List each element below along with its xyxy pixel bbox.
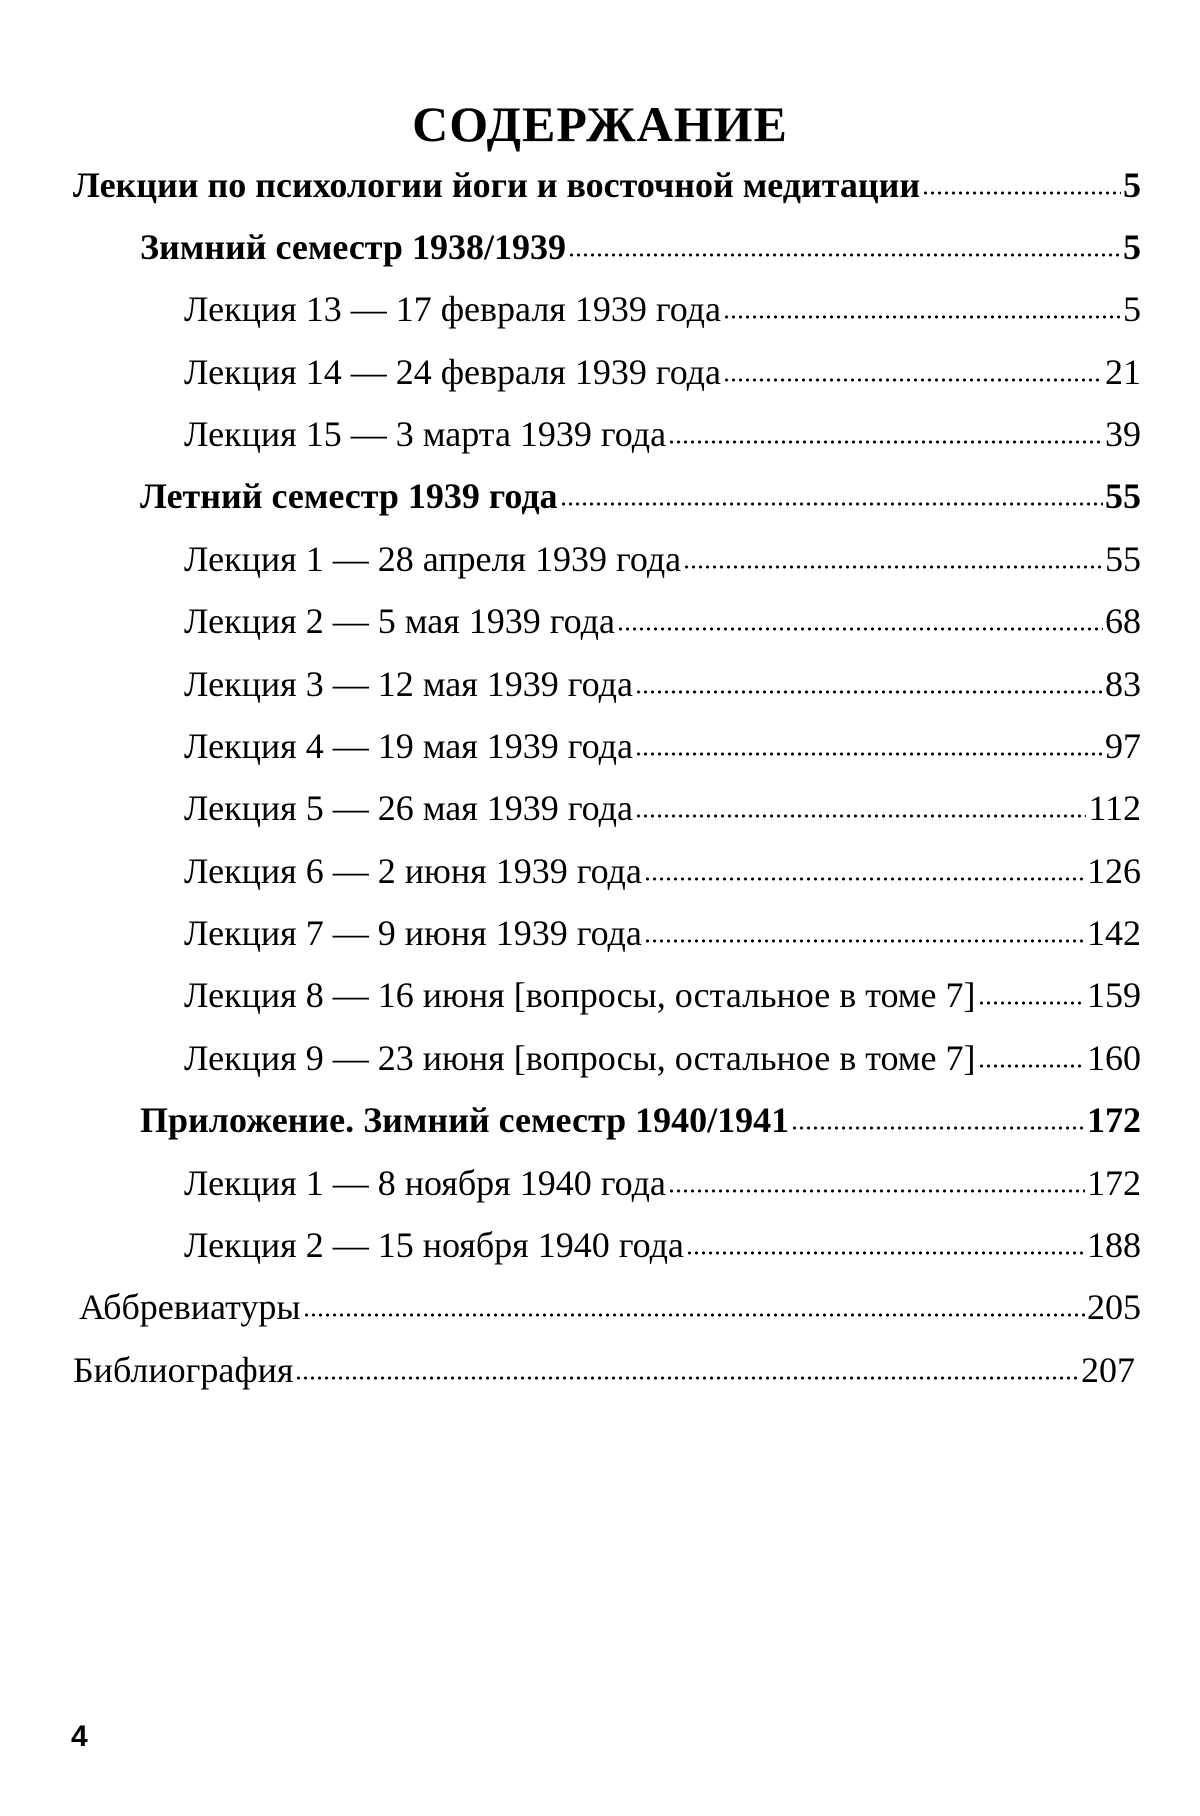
toc-entry-page: 55	[1105, 539, 1141, 579]
toc-entry-page: 5	[1123, 289, 1141, 329]
dot-leader	[617, 626, 1103, 632]
toc-entry-label: Лекция 15 — 3 марта 1939 года	[184, 414, 667, 454]
toc-entry-label: Лекция 6 — 2 июня 1939 года	[184, 851, 642, 891]
toc-entry-page: 5	[1123, 227, 1141, 267]
toc-entry	[184, 1036, 1141, 1080]
toc-entry	[184, 911, 1141, 955]
toc-entry	[184, 287, 1141, 331]
toc-entry-label: Приложение. Зимний семестр 1940/1941	[140, 1100, 790, 1140]
dot-leader	[686, 1250, 1085, 1256]
page-title: СОДЕРЖАНИЕ	[412, 95, 788, 152]
dot-leader	[644, 938, 1085, 944]
dot-leader	[723, 377, 1103, 383]
toc-entry	[184, 1161, 1141, 1205]
toc-entry-page: 97	[1105, 726, 1141, 766]
toc-entry-page: 55	[1105, 476, 1141, 516]
toc-entry	[184, 350, 1141, 394]
toc-entry-page: 172	[1087, 1100, 1141, 1140]
toc-entry-page: 142	[1087, 913, 1141, 953]
toc-entry-page: 205	[1087, 1287, 1141, 1327]
toc-entry-label: Лекции по психологии йоги и восточной медитации	[73, 165, 921, 205]
toc-entry-label: Лекция 2 — 15 ноября 1940 года	[184, 1225, 684, 1265]
toc-entry-label: Аббревиатуры	[79, 1287, 301, 1327]
toc-entry	[140, 225, 1141, 269]
toc-entry	[184, 724, 1141, 768]
toc-entry-label: Лекция 2 — 5 мая 1939 года	[184, 601, 615, 641]
dot-leader	[668, 439, 1103, 445]
toc-entry	[184, 599, 1141, 643]
toc-entry	[184, 1223, 1141, 1267]
toc-entry	[73, 1348, 1135, 1392]
dot-leader	[978, 1000, 1085, 1006]
toc-entry-label: Лекция 9 — 23 июня [вопросы, остальное в томе 7]	[184, 1038, 976, 1078]
toc-entry-label: Лекция 7 — 9 июня 1939 года	[184, 913, 642, 953]
toc-entry-label: Лекция 1 — 8 ноября 1940 года	[184, 1163, 666, 1203]
dot-leader	[560, 501, 1103, 507]
toc-entry-page: 188	[1087, 1225, 1141, 1265]
toc-entry	[184, 849, 1141, 893]
toc-entry-page: 172	[1087, 1163, 1141, 1203]
toc-entry	[184, 786, 1141, 830]
page-number: 4	[71, 1720, 88, 1753]
dot-leader	[635, 751, 1103, 757]
toc-entry-label: Лекция 5 — 26 мая 1939 года	[184, 788, 633, 828]
toc-entry-page: 21	[1105, 352, 1141, 392]
toc-entry-page: 159	[1087, 975, 1141, 1015]
toc-entry-label: Лекция 13 — 17 февраля 1939 года	[184, 289, 721, 329]
dot-leader	[668, 1188, 1085, 1194]
toc-entry-label: Лекция 3 — 12 мая 1939 года	[184, 664, 633, 704]
toc-entry	[184, 662, 1141, 706]
dot-leader	[723, 314, 1121, 320]
dot-leader	[295, 1375, 1079, 1381]
toc-entry-page: 112	[1088, 788, 1141, 828]
dot-leader	[683, 564, 1103, 570]
toc-entry	[140, 1098, 1141, 1142]
toc-entry	[140, 474, 1141, 518]
dot-leader	[635, 689, 1103, 695]
toc-entry	[79, 1285, 1141, 1329]
toc-entry-page: 83	[1105, 664, 1141, 704]
toc-entry-label: Летний семестр 1939 года	[140, 476, 558, 516]
toc-entry-page: 126	[1087, 851, 1141, 891]
toc-entry-page: 207	[1081, 1350, 1135, 1390]
toc-entry	[184, 412, 1141, 456]
toc-entry-label: Лекция 4 — 19 мая 1939 года	[184, 726, 633, 766]
dot-leader	[791, 1125, 1085, 1131]
toc-entry-page: 68	[1105, 601, 1141, 641]
toc-entry	[184, 973, 1141, 1017]
toc-entry-label: Библиография	[73, 1350, 294, 1390]
toc-entry-page: 39	[1105, 414, 1141, 454]
dot-leader	[303, 1312, 1085, 1318]
toc-entry	[73, 163, 1141, 207]
toc-entry-page: 160	[1087, 1038, 1141, 1078]
toc-entry-label: Лекция 14 — 24 февраля 1939 года	[184, 352, 721, 392]
dot-leader	[568, 252, 1121, 258]
dot-leader	[978, 1063, 1085, 1069]
dot-leader	[922, 190, 1121, 196]
toc-entry	[184, 537, 1141, 581]
toc-entry-label: Лекция 8 — 16 июня [вопросы, остальное в томе 7]	[184, 975, 976, 1015]
dot-leader	[644, 876, 1085, 882]
toc-entry-label: Лекция 1 — 28 апреля 1939 года	[184, 539, 682, 579]
toc-entry-label: Зимний семестр 1938/1939	[140, 227, 566, 267]
dot-leader	[635, 813, 1086, 819]
toc-entry-page: 5	[1123, 165, 1141, 205]
